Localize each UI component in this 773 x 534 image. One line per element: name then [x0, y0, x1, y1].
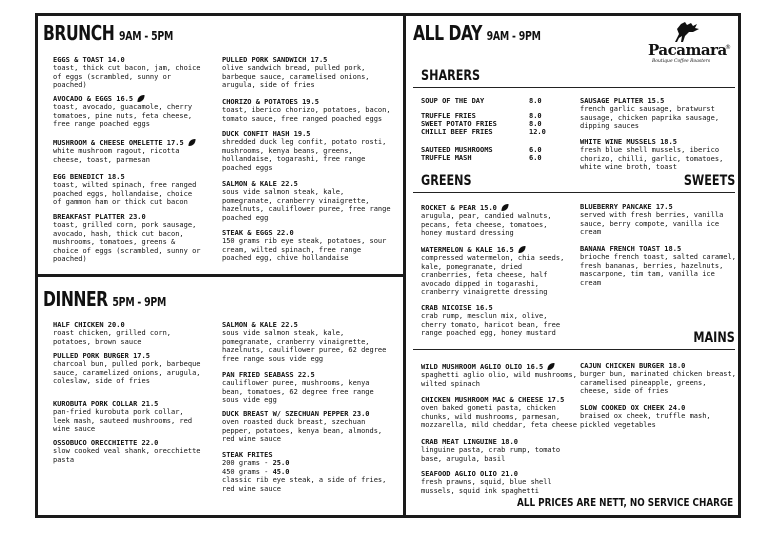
list-item: TRUFFLE FRIES 8.0 — [421, 112, 542, 120]
divider — [413, 349, 735, 350]
menu-item: CHICKEN MUSHROOM MAC & CHEESE 17.5 oven baked gometi pasta, chicken chunks, wild mushrooms, parmesan, mozzarella, mild cheddar, feta cheese — [421, 396, 577, 430]
sharers-heading: SHARERS — [421, 68, 481, 84]
menu-item: KUROBUTA PORK COLLAR 21.5 pan-fried kurobuta pork collar, leek mash, sauteed mushrooms, red wine sauce — [53, 400, 193, 434]
menu-item: HALF CHICKEN 20.0 roast chicken, grilled corn, potatoes, brown sauce — [53, 321, 172, 346]
greens-heading: GREENS — [421, 173, 472, 189]
menu-item: DUCK CONFIT HASH 19.5 shredded duck leg confit, potato rosti, mushrooms, kenya beans, greens, hollandaise, togarashi, free range poached eggs — [222, 130, 387, 172]
menu-item: WATERMELON & KALE 16.5 compressed watermelon, chia seeds, kale, pomegranate, dried cranberries, feta cheese, half avocado dipped in togarashi, cranberry vinaigrette dressing — [421, 246, 565, 297]
leaf-icon — [188, 138, 196, 147]
menu-item: WHITE WINE MUSSELS 18.5 fresh blue shell mussels, iberico chorizo, chilli, garlic, tomatoes, white wine broth, toast — [580, 138, 724, 172]
section-divider — [35, 274, 405, 277]
menu-item: OSSOBUCO ORECCHIETTE 22.0 slow cooked veal shank, orecchiette pasta — [53, 439, 201, 464]
menu-item: DUCK BREAST W/ SZECHUAN PEPPER 23.0 oven roasted duck breast, szechuan pepper, potatoes, kenya bean, almonds, red wine sauce — [222, 410, 383, 444]
list-item: SAUTEED MUSHROOMS 6.0 — [421, 146, 542, 154]
menu-item: CRAB NICOISE 16.5 crab rump, mesclun mix, olive, cherry tomato, haricot bean, free range poached egg, honey mustard — [421, 304, 561, 338]
leaf-icon — [518, 245, 526, 254]
footer-note: ALL PRICES ARE NETT, NO SERVICE CHARGE — [516, 496, 733, 509]
brunch-heading: BRUNCH 9AM - 5PM — [43, 21, 174, 45]
menu-item: SAUSAGE PLATTER 15.5 french garlic sausage, bratwurst sausage, chicken paprika sausage, dipping sauces — [580, 97, 720, 131]
menu-item: AVOCADO & EGGS 16.5 toast, avocado, guacamole, cherry tomatoes, pine nuts, feta cheese, free range poached eggs — [53, 95, 193, 129]
menu-item: BANANA FRENCH TOAST 18.5 brioche french toast, salted caramel, fresh bananas, berries, hazelnuts, mascarpone, tim tam, vanilla ice cream — [580, 245, 736, 287]
menu-item: EGGS & TOAST 14.0 toast, thick cut bacon, jam, choice of eggs (scrambled, sunny or poached) — [53, 56, 201, 90]
menu-item: WILD MUSHROOM AGLIO OLIO 16.5 spaghetti aglio olio, wild mushrooms, wilted spinach — [421, 363, 577, 388]
menu-item: SLOW COOKED OX CHEEK 24.0 braised ox cheek, truffle mash, pickled vegetables — [580, 404, 711, 429]
sweets-heading: SWEETS — [683, 173, 735, 189]
divider — [413, 87, 735, 88]
mains-heading: MAINS — [693, 330, 735, 346]
menu-item: CAJUN CHICKEN BURGER 18.0 burger bun, marinated chicken breast, caramelised pineapple, greens, cheese, side of fries — [580, 362, 736, 396]
logo: Pacamara ® Boutique Coffee Roasters — [638, 20, 734, 66]
menu-item: SEAFOOD AGLIO OLIO 21.0 fresh prawns, squid, blue shell mussels, squid ink spaghetti — [421, 470, 552, 495]
list-item: CHILLI BEEF FRIES 12.0 — [421, 128, 546, 136]
leaf-icon — [547, 362, 555, 371]
menu-item: PULLED PORK SANDWICH 17.5 olive sandwich bread, pulled pork, barbeque sauce, caramelised onions, arugula, side of fries — [222, 56, 370, 90]
menu-item: EGG BENEDICT 18.5 toast, wilted spinach, free ranged poached eggs, hollandaise, choice of gammon ham or thick cut bacon — [53, 173, 197, 207]
menu-item: CRAB MEAT LINGUINE 18.0 linguine pasta, crab rump, tomato base, arugula, basil — [421, 438, 561, 463]
menu-item-steak-frites: STEAK FRITES 200 grams - 25.0 450 grams - 45.0 classic rib eye steak, a side of fries, red wine sauce — [222, 451, 387, 493]
menu-item: PAN FRIED SEABASS 22.5 cauliflower puree, mushrooms, kenya bean, tomatoes, 62 degree free range sous vide egg — [222, 371, 374, 405]
menu-item: MUSHROOM & CHEESE OMELETTE 17.5 white mushroom ragout, ricotta cheese, toast, parmesan — [53, 138, 211, 164]
menu-item: BLUEBERRY PANCAKE 17.5 served with fresh berries, vanilla sauce, berry compote, vanilla ice cream — [580, 203, 724, 237]
list-item: SWEET POTATO FRIES 8.0 — [421, 120, 542, 128]
menu-item: SALMON & KALE 22.5 sous vide salmon steak, kale, pomegranate, cranberry vinaigrette, hazelnuts, cauliflower puree, free range poached egg — [222, 180, 391, 222]
leaf-icon — [137, 94, 145, 103]
menu-item: ROCKET & PEAR 15.0 arugula, pear, candied walnuts, pecans, feta cheese, tomatoes, honey mustard dressing — [421, 204, 552, 238]
leaf-icon — [501, 203, 509, 212]
menu-item: PULLED PORK BURGER 17.5 charcoal bun, pulled pork, barbeque sauce, caramelized onions, arugula, coleslaw, side of fries — [53, 352, 201, 386]
menu-item: STEAK & EGGS 22.0 150 grams rib eye steak, potatoes, sour cream, wilted spinach, free range poached egg, chive hollandaise — [222, 229, 387, 263]
menu-item: SALMON & KALE 22.5 sous vide salmon steak, kale, pomegranate, cranberry vinaigrette, hazelnuts, cauliflower puree, 62 degree free range sous vide egg — [222, 321, 387, 363]
list-item: TRUFFLE MASH 6.0 — [421, 154, 542, 162]
list-item: SOUP OF THE DAY 8.0 — [421, 97, 542, 105]
menu-item: BREAKFAST PLATTER 23.0 toast, grilled corn, pork sausage, avocado, hash, thick cut bacon, mushrooms, tomatoes, greens & choice of eggs (scrambled, sunny or poached) — [53, 213, 201, 264]
all-day-heading: ALL DAY 9AM - 9PM — [413, 21, 541, 45]
column-divider — [403, 13, 406, 518]
menu-item: CHORIZO & POTATOES 19.5 toast, iberico chorizo, potatoes, bacon, tomato sauce, free ranged poached eggs — [222, 98, 391, 123]
divider — [413, 192, 735, 193]
dinner-heading: DINNER 5PM - 9PM — [43, 287, 167, 311]
